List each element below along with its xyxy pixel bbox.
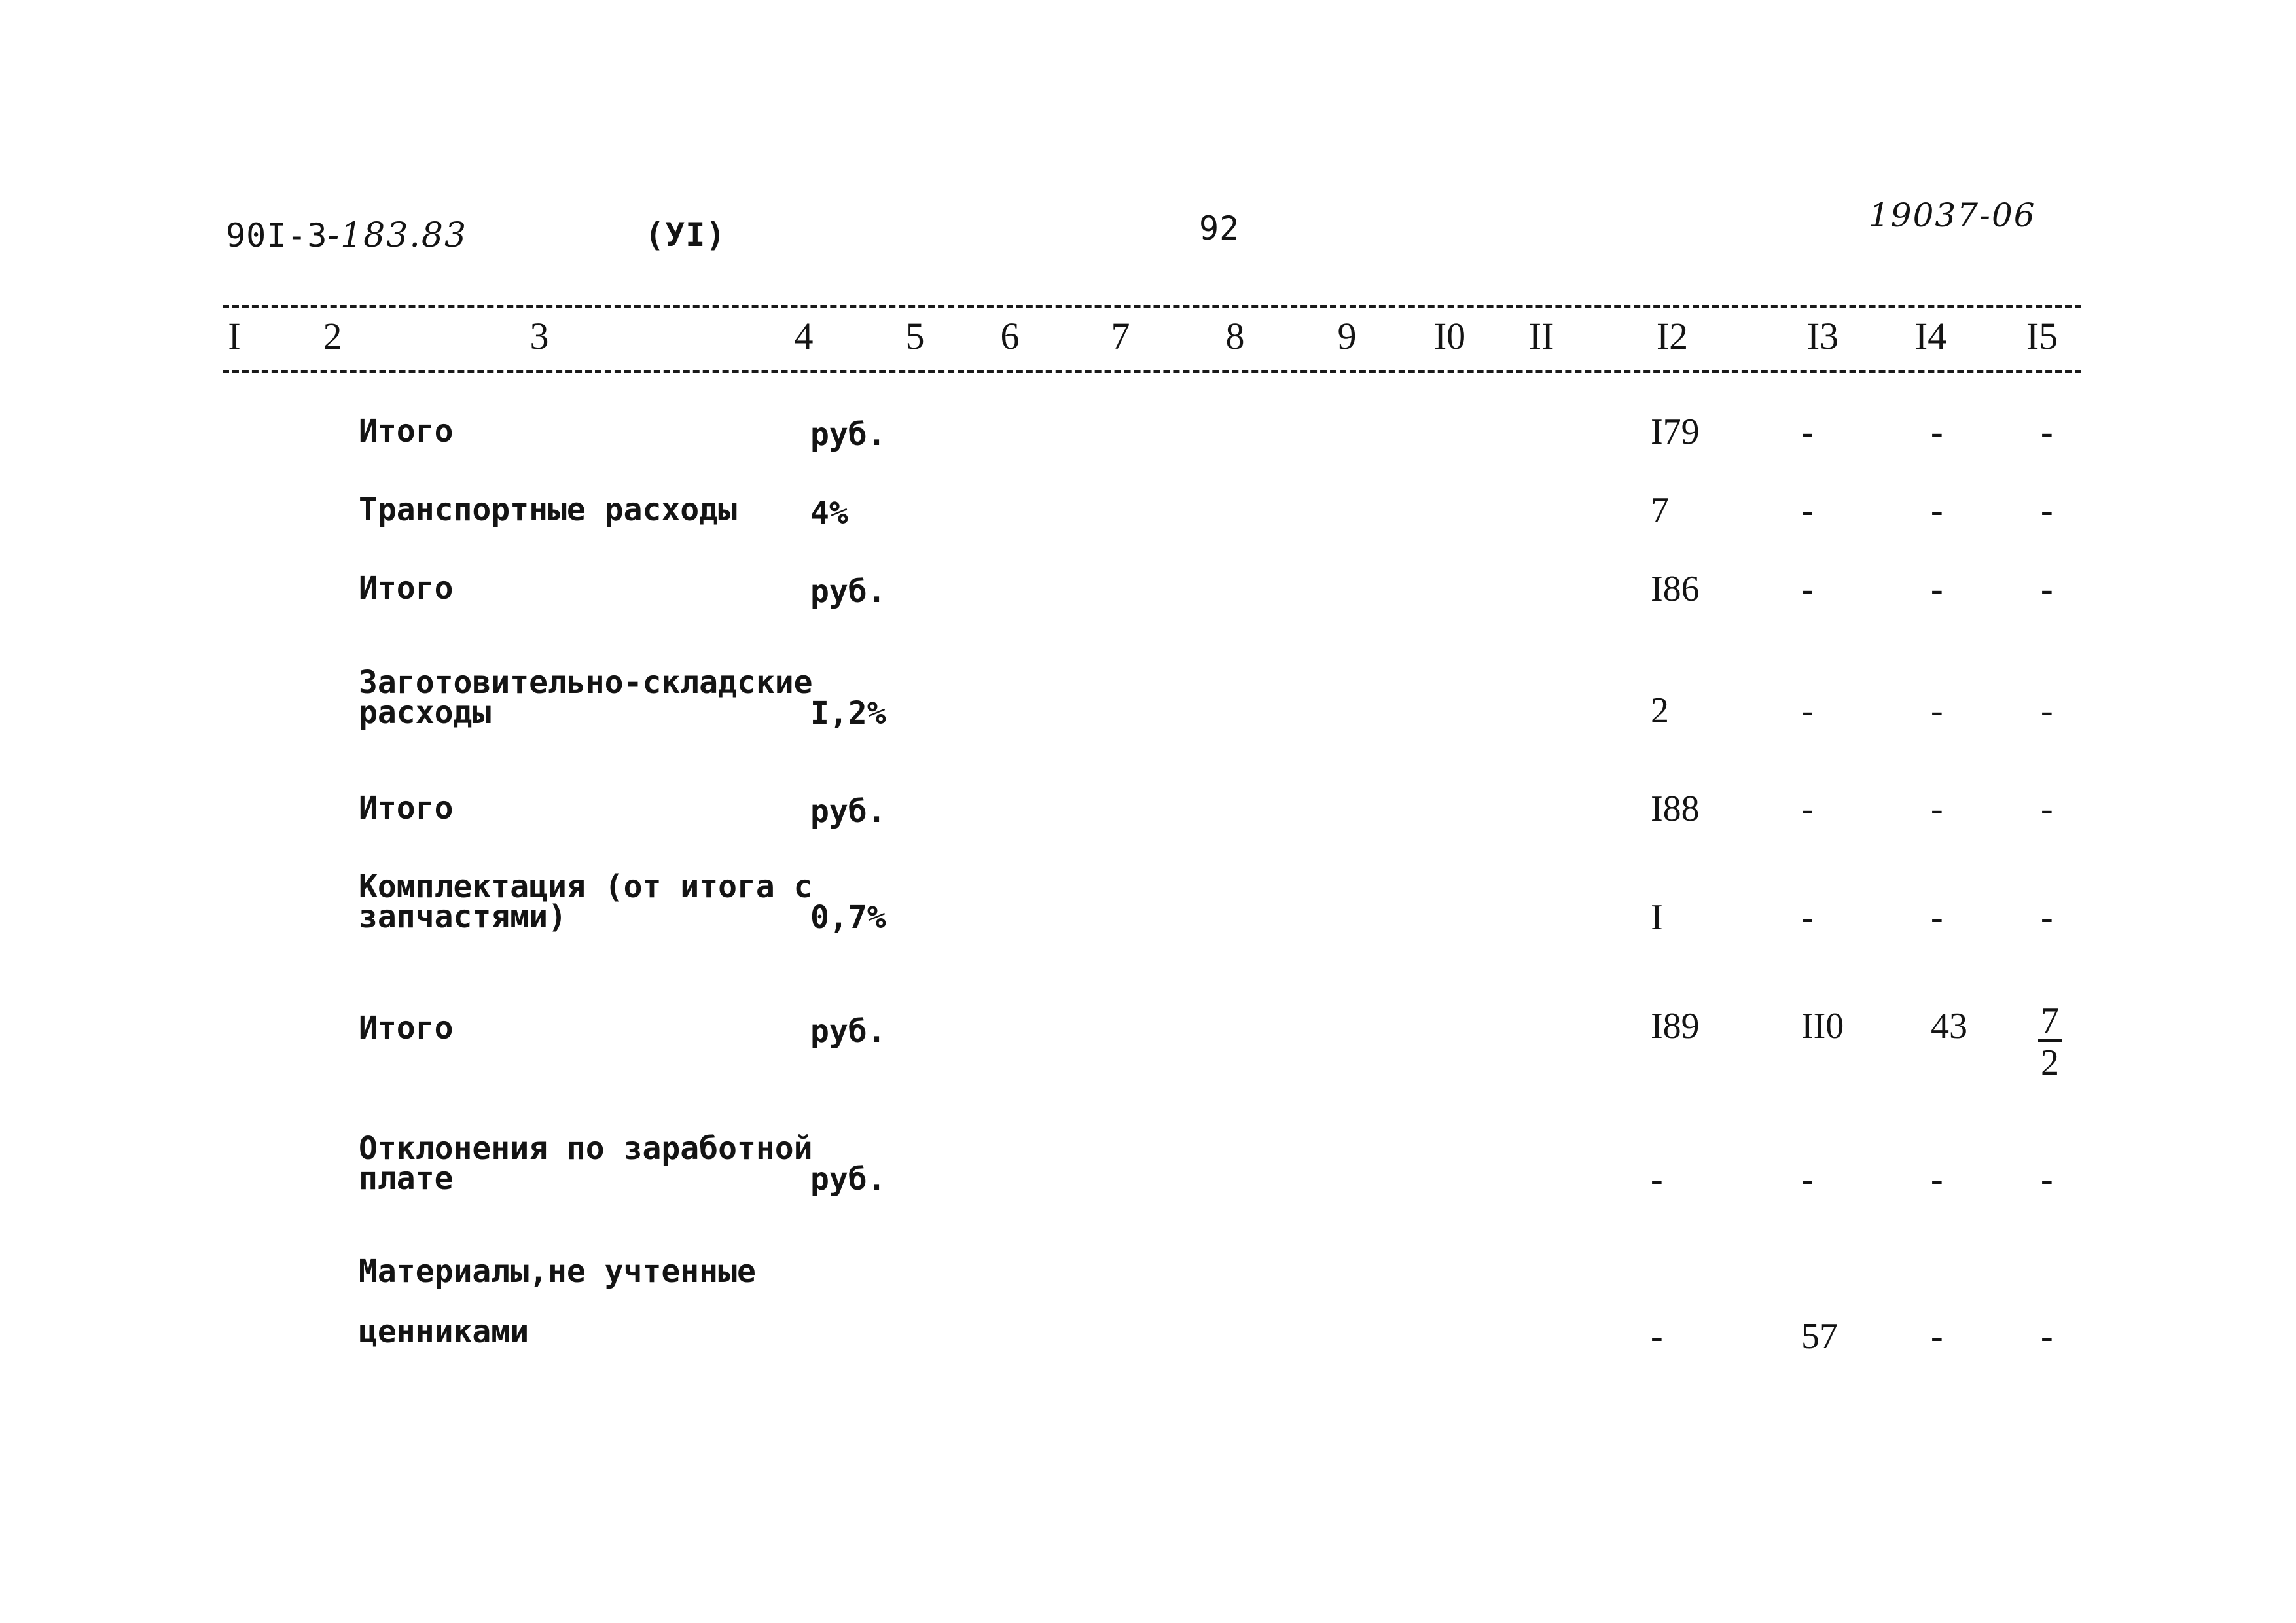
row-label: Отклонения по заработной плате [359,1130,813,1197]
row-unit: 0,7% [810,899,886,936]
column-number: 2 [323,315,342,357]
row-label: Транспортные расходы [359,491,737,528]
cell-c12: I79 [1651,412,1700,452]
cell-c12: I86 [1651,569,1700,609]
cell-c13: - [1801,569,1814,609]
row-label: Итого [359,570,454,607]
row-unit: руб. [810,573,886,610]
cell-c15: - [2041,412,2053,452]
doc-code-printed: 90I-3 [226,217,328,255]
cell-c14: - [1931,1159,1943,1200]
header-rule-top [223,305,2081,308]
row-label: Материалы,не учтенные [359,1253,756,1290]
cell-c15: - [2041,789,2053,829]
cell-c12: I [1651,897,1663,938]
row-label: Итого [359,413,454,450]
column-number: 9 [1337,315,1357,357]
section-number: (УI) [645,216,726,254]
row-unit: руб. [810,793,886,830]
row-unit: 4% [810,495,848,531]
cell-c14: - [1931,569,1943,609]
cell-c12: 7 [1651,490,1669,531]
cell-c13: - [1801,490,1814,531]
row-label: Заготовительно-складские расходы [359,664,813,731]
doc-code-handwritten: -183.83 [327,216,468,255]
doc-code [226,216,467,255]
archive-stamp: 19037-06 [1869,196,2036,234]
cell-c14: 43 [1931,1006,1967,1046]
page-number: 92 [1199,209,1240,247]
cell-c15-fraction [2038,1003,2062,1084]
column-number: 5 [905,315,925,357]
cell-c14: - [1931,412,1943,452]
row-label: ценниками [359,1313,529,1350]
row-label: Комплектация (от итога с запчастями) [359,868,813,935]
cell-c13: II0 [1801,1006,1844,1046]
column-number: 6 [1000,315,1020,357]
row-unit: I,2% [810,695,886,732]
cell-c12: - [1651,1159,1663,1200]
row-unit: руб. [810,1013,886,1050]
cell-c15: - [2041,897,2053,938]
cell-c15: - [2041,569,2053,609]
column-number: I2 [1656,315,1689,357]
column-number: I4 [1914,315,1947,357]
cell-c14: - [1931,789,1943,829]
cell-c12: 2 [1651,690,1669,731]
cell-c13: - [1801,1159,1814,1200]
cell-c13: - [1801,412,1814,452]
cell-c14: - [1931,690,1943,731]
fraction-numerator: 7 [2038,1003,2062,1042]
header-rule-bottom [223,370,2081,373]
cell-c14: - [1931,1316,1943,1357]
column-number: I [228,315,241,357]
column-number: 4 [794,315,814,357]
column-number: II [1528,315,1554,357]
row-label: Итого [359,1010,454,1046]
row-unit: руб. [810,416,886,453]
column-number: 7 [1111,315,1130,357]
cell-c12: - [1651,1316,1663,1357]
cell-c15: - [2041,1159,2053,1200]
column-number: I5 [2026,315,2058,357]
row-unit: руб. [810,1161,886,1198]
cell-c13: - [1801,690,1814,731]
cell-c14: - [1931,897,1943,938]
column-number: 8 [1225,315,1245,357]
cell-c13: - [1801,789,1814,829]
cell-c13: 57 [1801,1316,1838,1357]
column-number: I0 [1433,315,1466,357]
cell-c12: I89 [1651,1006,1700,1046]
column-number: 3 [529,315,549,357]
fraction-denominator: 2 [2041,1043,2059,1083]
cell-c12: I88 [1651,789,1700,829]
cell-c15: - [2041,690,2053,731]
cell-c14: - [1931,490,1943,531]
column-number: I3 [1806,315,1839,357]
cell-c13: - [1801,897,1814,938]
cell-c15: - [2041,490,2053,531]
row-label: Итого [359,790,454,827]
cell-c15: - [2041,1316,2053,1357]
